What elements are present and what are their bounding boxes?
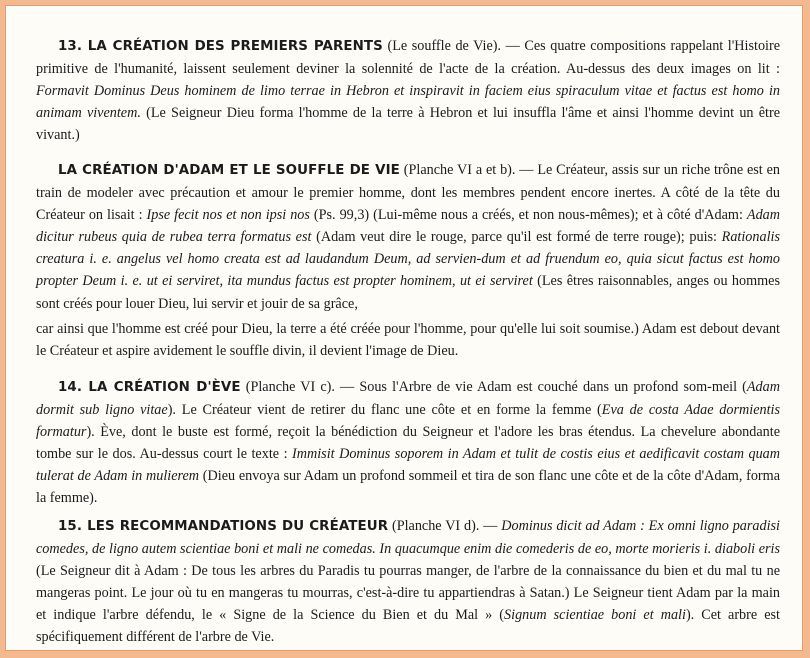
section-13-latin-1: Formavit Dominus Deus hominem de limo terrae in Hebron et inspiravit in faciem eius spiraculum vitae et factus est homo in animam viventem. [36,83,780,122]
section-15-latin-1: Dominus dicit ad Adam : Ex omni ligno paradisi comedes, de ligno autem scientiae boni et mali ne comedas. In quacumque enim die comederis de eo, morte morieris i. diaboli eris [36,518,781,558]
section-15-latin-2: Signum scientiae boni et mali [504,607,686,624]
section-14-text-1: Sous l'Arbre de vie Adam est couché dans un profond som-meil ( [359,379,747,395]
document-page [5,5,803,651]
section-adam-continued-text: car ainsi que l'homme est créé pour Dieu, la terre a été créée pour l'homme, pour qu'elle lui soit soumise.) Adam est debout devant le Créateur et aspire avidement le souffle divin, il devient l'image de Dieu. [36,321,780,360]
section-14-latin-2: Eva de costa Adae dormientis formatur [36,402,781,441]
section-adam-ref: (Planche VI a et b). — [403,162,534,178]
section-14-heading: 14. LA CRÉATION D'ÈVE [58,380,241,395]
section-14-latin-1: Adam dormit sub ligno vitae [36,379,780,419]
section-adam-text-4: (Les êtres raisonnables, anges ou hommes sont créés pour louer Dieu, lui servir et jouir de sa grâce, [36,273,780,312]
section-13 [36,35,780,146]
section-adam-latin-3: Rationalis creatura i. e. angelus vel homo creata est ad laudandum Deum, ad servien-dum et ad fruendum eo, quia sicut factus est homo propter Deum i. e. ut ei serviret, ita mundus factus est propter hominem, ut ei serviret [36,229,780,290]
section-adam-text-3: (Adam veut dire le rouge, parce qu'il est formé de terre rouge); puis: [316,229,717,246]
section-adam-heading: LA CRÉATION D'ADAM ET LE SOUFFLE DE VIE [58,163,400,178]
section-15-heading: 15. LES RECOMMANDATIONS DU CRÉATEUR [58,519,389,534]
section-14-text-3: ). Ève, dont le buste est formé, reçoit la bénédiction du Seigneur et l'adore les bras étendus. La chevelure abondante tombe sur le dos. Au-dessus court le texte : [36,424,780,463]
section-adam-latin-2: Adam dicitur rubeus quia de rubea terra formatus est [36,207,781,246]
section-15-text-1: (Le Seigneur dit à Adam : De tous les arbres du Paradis tu pourras manger, de l'arbre de la connaissance du bien et du mal tu ne mangeras point. Le jour où tu en mangeras tu mourras, c'est-à-dire tu appartiendras à Satan.) Le Seigneur tient Adam par la main et indique l'arbre défendu, le « Signe de la Science du Bien et du Mal » ( [36,563,780,624]
section-adam-text-2: (Ps. 99,3) (Lui-même nous a créés, et non nous-mêmes); et à côté d'Adam: [313,207,743,224]
section-13-text-1: Ces quatre compositions rappelant l'Histoire primitive de l'humanité, laissent seulement deviner la solennité de l'acte de la création. Au-dessus des deux images on lit : [36,38,781,78]
section-15-ref: (Planche VI d). — [391,518,498,534]
section-14-text-2: ). Le Créateur vient de retirer du flanc une côte et en forme la femme ( [167,402,602,419]
section-14 [36,376,780,510]
section-14-ref: (Planche VI c). — [245,379,355,395]
section-adam-latin-1: Ipse fecit nos et non ipsi nos [146,207,310,224]
section-13-heading: 13. LA CRÉATION DES PREMIERS PARENTS [58,39,383,54]
section-13-ref: (Le souffle de Vie). — [387,38,520,54]
section-14-text-4: (Dieu envoya sur Adam un profond sommeil et tira de son flanc une côte et de la côte d'Adam, forma la femme). [36,468,780,507]
section-15-text-2: ). Cet arbre est spécifiquement différent de l'arbre de Vie. [36,607,780,646]
section-adam [36,159,780,315]
section-adam-continued [36,318,780,362]
section-adam-text-1: Le Créateur, assis sur un riche trône est en train de modeler avec précaution et amour le premier homme, dont les membres pendent encore inertes. A côté de la tête du Créateur on lisait : [36,162,780,224]
section-15 [36,515,780,649]
section-13-text-2: (Le Seigneur Dieu forma l'homme de la terre à Hebron et lui insuffla l'âme et ainsi l'homme devint un être vivant.) [36,105,780,144]
section-14-latin-3: Immisit Dominus soporem in Adam et tulit de costis eius et aedificavit costam quam tulerat de Adam in mulierem [36,446,780,485]
